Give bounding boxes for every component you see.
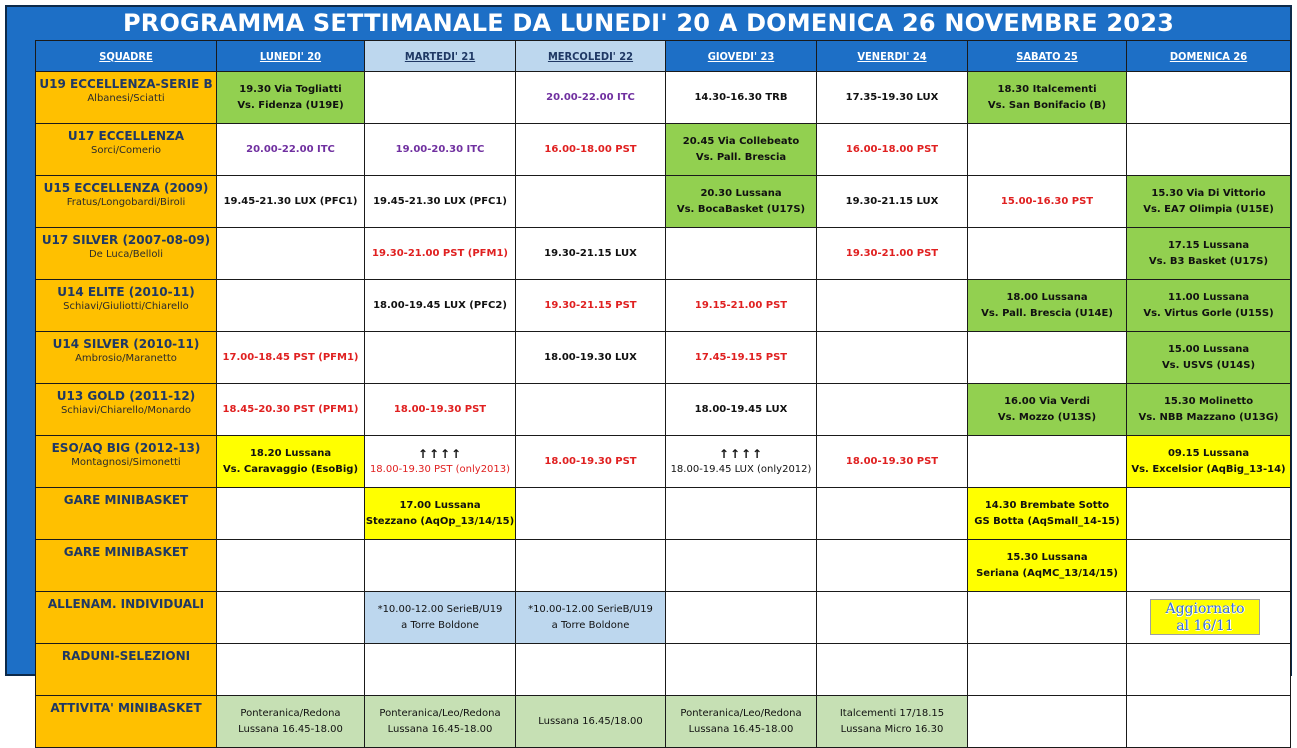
schedule-cell: [968, 72, 1127, 124]
schedule-cell: [365, 332, 516, 384]
schedule-cell: [817, 332, 968, 384]
team-coach: Schiavi/Chiarello/Monardo: [60, 405, 192, 416]
schedule-cell: [217, 280, 365, 332]
schedule-cell: [516, 280, 666, 332]
schedule-cell: [817, 228, 968, 280]
schedule-cell: [516, 488, 666, 540]
header-domenica: DOMENICA 26: [1127, 41, 1291, 72]
schedule-cell: [1127, 488, 1291, 540]
schedule-cell: [365, 176, 516, 228]
table-row: [36, 332, 1291, 384]
schedule-cell: [217, 644, 365, 696]
team-coach: De Luca/Belloli: [88, 249, 163, 260]
cell-line: 20.00-22.00 ITC: [246, 143, 335, 155]
cell-line: Stezzano (AqOp_13/14/15): [365, 515, 515, 527]
cell-line: 15.30 Molinetto: [1163, 395, 1254, 407]
team-name: U13 GOLD (2011-12): [56, 389, 196, 403]
schedule-cell: [666, 176, 817, 228]
team-name: U17 SILVER (2007-08-09): [41, 233, 211, 247]
cell-line: 14.30 Brembate Sotto: [984, 499, 1110, 511]
team-name: U15 ECCELLENZA (2009): [43, 181, 209, 195]
team-name: ATTIVITA' MINIBASKET: [50, 701, 202, 715]
schedule-cell: [666, 696, 817, 748]
team-cell: [36, 228, 217, 280]
schedule-cell: [968, 592, 1127, 644]
schedule-cell: [365, 592, 516, 644]
team-cell: [36, 592, 217, 644]
cell-line: 19.30 Via Togliatti: [239, 83, 342, 95]
cell-line: Vs. Mozzo (U13S): [997, 411, 1097, 423]
cell-line: 19.15-21.00 PST: [694, 299, 788, 311]
schedule-cell: [217, 332, 365, 384]
schedule-cell: [516, 124, 666, 176]
table-row: [36, 384, 1291, 436]
schedule-cell: [968, 696, 1127, 748]
cell-line: Vs. B3 Basket (U17S): [1148, 255, 1269, 267]
cell-line: Italcementi 17/18.15: [839, 707, 945, 719]
cell-line: Ponteranica/Leo/Redona: [680, 707, 802, 719]
team-cell: [36, 72, 217, 124]
schedule-cell: [516, 176, 666, 228]
schedule-cell: [516, 72, 666, 124]
cell-line: *10.00-12.00 SerieB/U19: [377, 603, 503, 615]
schedule-cell: [968, 436, 1127, 488]
schedule-cell: [666, 540, 817, 592]
table-row: [36, 488, 1291, 540]
schedule-cell: [516, 540, 666, 592]
cell-line: Lussana 16.45/18.00: [538, 715, 643, 727]
team-name: U17 ECCELLENZA: [67, 129, 185, 143]
table-row: [36, 228, 1291, 280]
schedule-cell: [516, 644, 666, 696]
cell-line: Vs. Excelsior (AqBig_13-14): [1131, 463, 1286, 475]
schedule-cell: [217, 124, 365, 176]
schedule-cell: [365, 696, 516, 748]
cell-line: Lussana 16.45-18.00: [688, 723, 794, 735]
cell-line: Vs. Pall. Brescia (U14E): [981, 307, 1113, 319]
cell-line: 19.45-21.30 LUX (PFC1): [223, 195, 358, 207]
cell-line: 18.00-19.30 PST: [544, 455, 637, 467]
schedule-cell: [217, 696, 365, 748]
table-row: [36, 540, 1291, 592]
schedule-cell: [666, 592, 817, 644]
schedule-cell: [666, 384, 817, 436]
cell-line: 19.30-21.15 LUX: [544, 247, 637, 259]
cell-line: 18.20 Lussana: [249, 447, 332, 459]
cell-line: 20.30 Lussana: [700, 187, 782, 199]
cell-line: 11.00 Lussana: [1167, 291, 1250, 303]
cell-line: 17.15 Lussana: [1167, 239, 1250, 251]
schedule-cell: [217, 72, 365, 124]
table-row: [36, 592, 1291, 644]
cell-line: 19.30-21.15 LUX: [845, 195, 939, 207]
arrow-up-icon: ↑↑↑↑: [417, 446, 463, 461]
schedule-cell: [217, 540, 365, 592]
team-coach: Fratus/Longobardi/Biroli: [66, 197, 186, 208]
schedule-cell: [817, 124, 968, 176]
schedule-cell: [817, 280, 968, 332]
schedule-cell: [365, 72, 516, 124]
team-cell: [36, 124, 217, 176]
cell-line: Lussana 16.45-18.00: [238, 723, 343, 735]
cell-line: *10.00-12.00 SerieB/U19: [528, 603, 653, 615]
team-cell: [36, 176, 217, 228]
cell-line: Vs. NBB Mazzano (U13G): [1138, 411, 1279, 423]
cell-line: 17.00 Lussana: [399, 499, 481, 511]
header-row: [36, 41, 1291, 72]
team-name: ESO/AQ BIG (2012-13): [51, 441, 201, 455]
cell-line: 15.00 Lussana: [1167, 343, 1250, 355]
schedule-cell: [666, 228, 817, 280]
cell-line: 18.45-20.30 PST (PFM1): [222, 403, 359, 415]
schedule-cell: [516, 436, 666, 488]
schedule-cell: [365, 124, 516, 176]
schedule-cell: [968, 332, 1127, 384]
header-mercoledi: MERCOLEDI' 22: [516, 41, 666, 72]
schedule-cell: [516, 228, 666, 280]
schedule-cell: [817, 488, 968, 540]
team-cell: [36, 488, 217, 540]
team-cell: [36, 540, 217, 592]
cell-line: 18.30 Italcementi: [997, 83, 1097, 95]
updated-stamp: [1150, 599, 1260, 635]
team-name: ALLENAM. INDIVIDUALI: [47, 597, 205, 611]
schedule-cell: [817, 176, 968, 228]
team-coach: Ambrosio/Maranetto: [75, 353, 177, 364]
team-name: RADUNI-SELEZIONI: [61, 649, 191, 663]
schedule-cell: [1127, 176, 1291, 228]
schedule-cell: [666, 280, 817, 332]
cell-line: GS Botta (AqSmall_14-15): [974, 515, 1120, 527]
schedule-cell: [365, 280, 516, 332]
stamp-line: Aggiornato: [1165, 601, 1245, 617]
cell-line: Ponteranica/Redona: [240, 707, 341, 719]
team-coach: Sorci/Comerio: [90, 145, 161, 156]
schedule-cell: [666, 436, 817, 488]
header-sabato: SABATO 25: [968, 41, 1127, 72]
schedule-cell: [1127, 696, 1291, 748]
schedule-cell: [516, 332, 666, 384]
team-cell: [36, 384, 217, 436]
cell-line: 15.00-16.30 PST: [1000, 195, 1094, 207]
schedule-cell: [817, 644, 968, 696]
schedule-cell: [968, 124, 1127, 176]
schedule-cell: [666, 644, 817, 696]
team-name: U14 ELITE (2010-11): [57, 285, 195, 299]
schedule-cell: [1127, 72, 1291, 124]
schedule-cell: [817, 696, 968, 748]
cell-line: Ponteranica/Leo/Redona: [379, 707, 501, 719]
schedule-cell: [968, 644, 1127, 696]
schedule-cell: [817, 540, 968, 592]
cell-line: Lussana Micro 16.30: [840, 723, 944, 735]
stamp-line: al 16/11: [1176, 618, 1234, 634]
team-cell: [36, 332, 217, 384]
header-lunedi: LUNEDI' 20: [217, 41, 365, 72]
table-row: [36, 436, 1291, 488]
schedule-cell: [666, 124, 817, 176]
team-cell: [36, 436, 217, 488]
team-name: GARE MINIBASKET: [63, 493, 189, 507]
team-coach: Montagnosi/Simonetti: [71, 457, 181, 468]
cell-line: 19.30-21.00 PST: [845, 247, 939, 259]
table-row: [36, 280, 1291, 332]
cell-line: 17.35-19.30 LUX: [845, 91, 939, 103]
page-title: PROGRAMMA SETTIMANALE DA LUNEDI' 20 A DOMENICA 26 NOVEMBRE 2023: [122, 9, 1174, 37]
cell-line: 09.15 Lussana: [1167, 447, 1250, 459]
cell-line: 16.00-18.00 PST: [544, 143, 637, 155]
schedule-cell: [666, 72, 817, 124]
cell-line: 19.00-20.30 ITC: [395, 143, 485, 155]
schedule-cell: [968, 176, 1127, 228]
schedule-cell: [516, 384, 666, 436]
cell-line: 16.00 Via Verdi: [1004, 395, 1090, 407]
cell-line: 15.30 Via Di Vittorio: [1151, 187, 1266, 199]
cell-line: Vs. Virtus Gorle (U15S): [1143, 307, 1274, 319]
schedule-cell: [817, 592, 968, 644]
team-coach: Schiavi/Giuliotti/Chiarello: [63, 301, 189, 312]
table-row: [36, 176, 1291, 228]
cell-line: Vs. Pall. Brescia: [695, 151, 787, 163]
schedule-cell: [968, 280, 1127, 332]
cell-line: Vs. San Bonifacio (B): [987, 99, 1107, 111]
team-name: U19 ECCELLENZA-SERIE B: [39, 77, 213, 91]
team-name: U14 SILVER (2010-11): [52, 337, 200, 351]
cell-line: Lussana 16.45-18.00: [387, 723, 493, 735]
schedule-cell: [1127, 540, 1291, 592]
arrow-up-icon: ↑↑↑↑: [718, 446, 764, 461]
cell-line: Vs. EA7 Olimpia (U15E): [1143, 203, 1274, 215]
table-row: [36, 644, 1291, 696]
schedule-cell: [365, 488, 516, 540]
schedule-cell: [217, 228, 365, 280]
team-name: GARE MINIBASKET: [63, 545, 189, 559]
team-coach: Albanesi/Sciatti: [87, 93, 165, 104]
cell-line: 17.45-19.15 PST: [694, 351, 788, 363]
cell-line: Vs. Caravaggio (EsoBig): [222, 463, 359, 475]
schedule-table: [35, 40, 1291, 748]
schedule-cell: [817, 72, 968, 124]
cell-line: 18.00-19.30 LUX: [544, 351, 637, 363]
schedule-cell: [1127, 124, 1291, 176]
schedule-cell: [968, 384, 1127, 436]
table-row: [36, 72, 1291, 124]
cell-line: 16.00-18.00 PST: [845, 143, 939, 155]
cell-line: 19.45-21.30 LUX (PFC1): [373, 195, 507, 207]
schedule-cell: [968, 540, 1127, 592]
cell-line: Vs. Fidenza (U19E): [237, 99, 344, 111]
schedule-cell: [1127, 280, 1291, 332]
schedule-cell: [217, 488, 365, 540]
team-cell: [36, 696, 217, 748]
schedule-cell: [217, 384, 365, 436]
schedule-cell: [968, 488, 1127, 540]
cell-line: 18.00-19.45 LUX: [694, 403, 788, 415]
schedule-cell: [1127, 644, 1291, 696]
schedule-cell: [516, 696, 666, 748]
cell-line: 18.00 Lussana: [1006, 291, 1088, 303]
cell-line: 17.00-18.45 PST (PFM1): [222, 351, 359, 363]
cell-line: 19.30-21.15 PST: [544, 299, 637, 311]
schedule-cell: [1127, 332, 1291, 384]
header-venerdi: VENERDI' 24: [817, 41, 968, 72]
cell-line: 20.00-22.00 ITC: [546, 91, 635, 103]
cell-line: 18.00-19.30 PST (only2013): [369, 463, 511, 475]
schedule-cell: [1127, 436, 1291, 488]
header-martedi: MARTEDI' 21: [365, 41, 516, 72]
cell-line: Seriana (AqMC_13/14/15): [976, 567, 1118, 579]
team-cell: [36, 280, 217, 332]
schedule-cell: [365, 228, 516, 280]
table-row: [36, 124, 1291, 176]
cell-line: 18.00-19.30 PST: [845, 455, 939, 467]
header-giovedi: GIOVEDI' 23: [666, 41, 817, 72]
cell-line: 18.00-19.45 LUX (PFC2): [373, 299, 507, 311]
cell-line: 20.45 Via Collebeato: [682, 135, 800, 147]
cell-line: 14.30-16.30 TRB: [694, 91, 788, 103]
cell-line: a Torre Boldone: [551, 619, 630, 631]
schedule-cell: [365, 384, 516, 436]
cell-line: 15.30 Lussana: [1006, 551, 1088, 563]
schedule-cell: [217, 436, 365, 488]
cell-line: Vs. BocaBasket (U17S): [676, 203, 806, 215]
schedule-cell: [217, 176, 365, 228]
schedule-cell: [516, 592, 666, 644]
schedule-cell: [217, 592, 365, 644]
schedule-cell: [365, 540, 516, 592]
schedule-cell: [1127, 228, 1291, 280]
cell-line: Vs. USVS (U14S): [1161, 359, 1256, 371]
schedule-cell: [666, 488, 817, 540]
team-cell: [36, 644, 217, 696]
schedule-cell: [666, 332, 817, 384]
schedule-cell: [365, 644, 516, 696]
cell-line: 18.00-19.30 PST: [393, 403, 487, 415]
table-row: [36, 696, 1291, 748]
cell-line: 19.30-21.00 PST (PFM1): [372, 247, 508, 259]
cell-line: a Torre Boldone: [401, 619, 479, 631]
schedule-cell: [817, 384, 968, 436]
schedule-cell: [968, 228, 1127, 280]
schedule-cell: [817, 436, 968, 488]
header-squadre: SQUADRE: [36, 41, 217, 72]
schedule-sheet: [5, 5, 1292, 735]
schedule-cell: [365, 436, 516, 488]
cell-line: 18.00-19.45 LUX (only2012): [670, 463, 812, 475]
schedule-cell: [1127, 384, 1291, 436]
